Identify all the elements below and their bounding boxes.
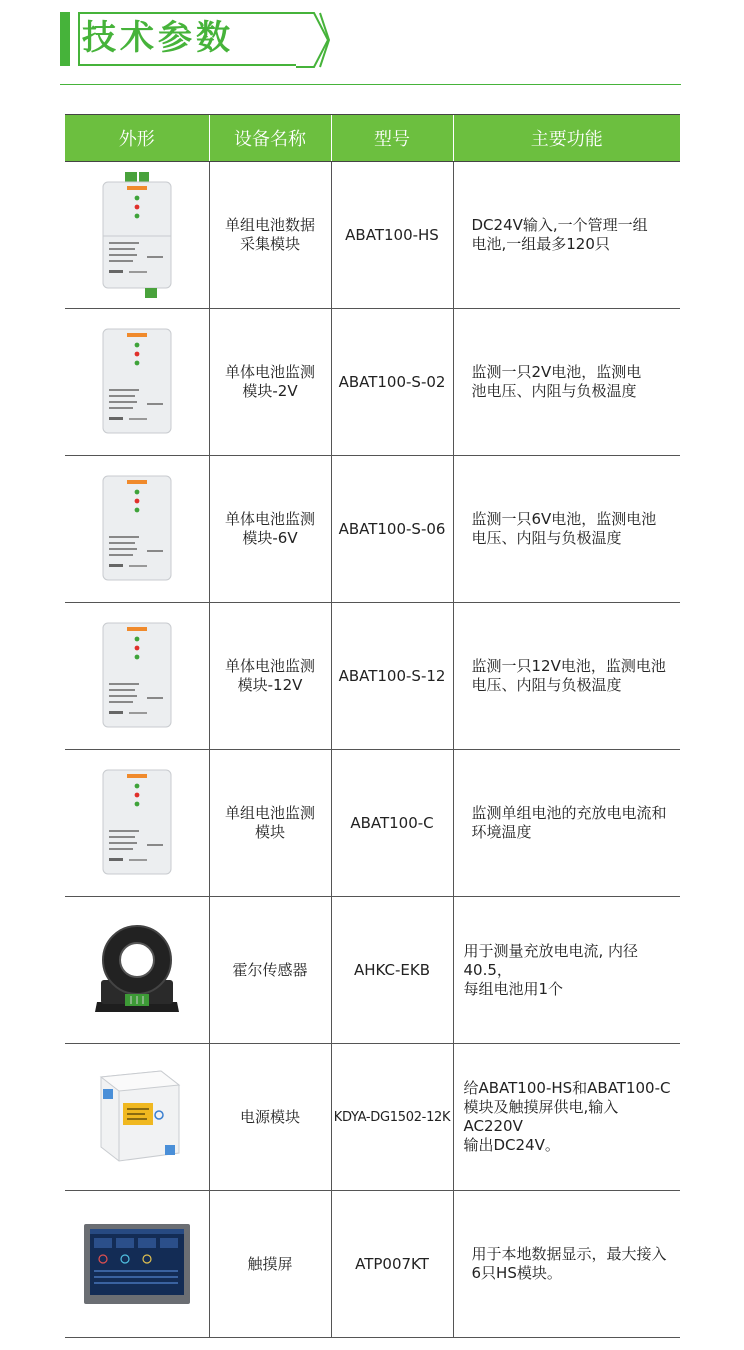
function-cell [453,1191,680,1338]
device-name-cell [209,603,331,750]
header-divider [60,84,681,85]
device-name-line: 模块 [254,823,285,841]
device-name-line: 单体电池监测 [224,510,315,528]
device-name-cell [209,456,331,603]
product-image-cell [65,309,209,456]
function-cell [453,309,680,456]
touch-screen-image [82,1222,192,1306]
product-image-cell [65,603,209,750]
product-image-cell [65,162,209,309]
table-row [65,1044,680,1191]
table-row [65,750,680,897]
function-line: 池电压、内阻与负极温度 [471,382,637,400]
page-title: 技术参数 [82,18,234,58]
model-cell: AHKC-EKB [331,897,453,1044]
function-cell [453,162,680,309]
product-image-cell [65,456,209,603]
table-row [65,456,680,603]
model-cell: ATP007KT [331,1191,453,1338]
device-name-line: 模块-12V [237,676,303,694]
monitor-module-image [97,327,177,437]
function-line: 监测一只2V电池，监测电 [471,363,642,381]
product-image-cell [65,897,209,1044]
device-name-line: 模块-6V [242,529,298,547]
function-line: 监测一只12V电池，监测电池 [471,657,666,675]
device-name-line: 单组电池监测 [224,804,315,822]
device-name-cell [209,309,331,456]
product-image-cell [65,750,209,897]
device-name-line: 触摸屏 [247,1254,293,1273]
function-cell [453,603,680,750]
spec-table [65,114,680,1338]
section-header [60,10,680,68]
function-line: 输出DC24V。 [463,1136,560,1154]
monitor-module-image [97,768,177,878]
monitor-module-image [97,474,177,584]
function-line: 监测一只6V电池，监测电池 [471,510,657,528]
monitor-module-image [97,621,177,731]
model-cell: ABAT100-S-12 [331,603,453,750]
column-header-model: 型号 [331,115,453,162]
product-image-cell [65,1191,209,1338]
product-image-cell [65,1044,209,1191]
table-row [65,162,680,309]
model-cell: ABAT100-S-02 [331,309,453,456]
model-cell: ABAT100-HS [331,162,453,309]
function-line: 电压、内阻与负极温度 [471,529,622,547]
device-name-line: 电源模块 [239,1107,300,1126]
function-line: 给ABAT100-HS和ABAT100-C [463,1079,671,1097]
device-name-cell [209,897,331,1044]
device-name-line: 单组电池数据 [224,216,315,234]
device-name-cell [209,1191,331,1338]
model-cell: ABAT100-S-06 [331,456,453,603]
model-cell: KDYA-DG1502-12K [331,1044,453,1191]
device-name-line: 单体电池监测 [224,363,315,381]
table-row [65,1191,680,1338]
function-line: 监测单组电池的充放电电流和 [471,804,667,822]
device-name-cell [209,1044,331,1191]
function-line: 用于测量充放电电流, 内径40.5， [463,941,639,979]
function-cell [453,456,680,603]
function-line: 用于本地数据显示，最大接入 [471,1245,667,1263]
column-header-device-name: 设备名称 [209,115,331,162]
device-name-line: 霍尔传感器 [232,960,308,979]
table-row [65,897,680,1044]
function-line: DC24V输入,一个管理一组 [471,216,648,234]
function-line: 电池,一组最多120只 [471,235,610,253]
model-cell: ABAT100-C [331,750,453,897]
function-cell [453,1044,680,1191]
table-header-row [65,115,680,162]
function-cell [453,897,680,1044]
table-row [65,309,680,456]
chevron-right-icon [296,12,330,70]
header-accent-bar [60,12,70,66]
device-name-line: 采集模块 [239,235,300,253]
function-line: 每组电池用1个 [463,979,564,998]
function-line: 电压、内阻与负极温度 [471,676,622,694]
device-name-line: 单体电池监测 [224,657,315,675]
device-name-line: 模块-2V [242,382,298,400]
device-name-cell [209,750,331,897]
power-module-image [87,1067,187,1167]
function-line: 模块及触摸屏供电,输入AC220V [463,1098,619,1135]
function-line: 环境温度 [471,823,532,841]
column-header-function: 主要功能 [453,115,680,162]
function-cell [453,750,680,897]
device-name-cell [209,162,331,309]
collector-module-image [97,170,177,300]
hall-sensor-image [87,920,187,1020]
column-header-appearance: 外形 [65,115,209,162]
function-line: 6只HS模块。 [471,1264,562,1282]
table-row [65,603,680,750]
